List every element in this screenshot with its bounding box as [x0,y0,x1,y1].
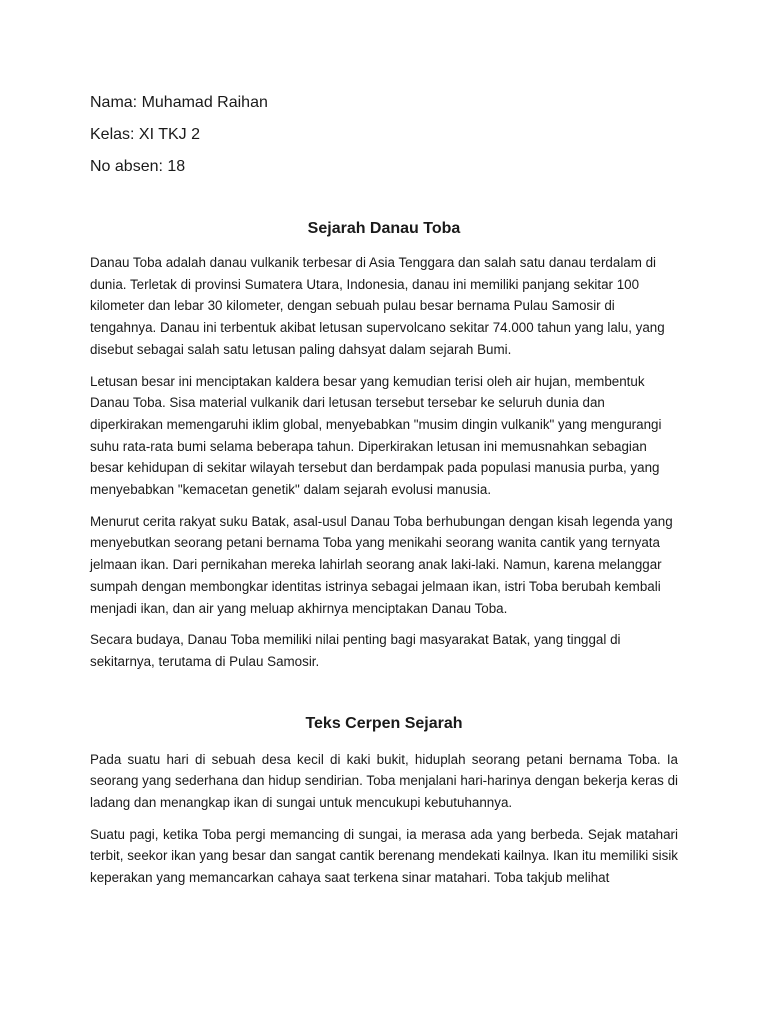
student-name: Nama: Muhamad Raihan [90,94,268,111]
section-cerpen [90,749,678,889]
paragraph: Pada suatu hari di sebuah desa kecil di kaki bukit, hiduplah seorang petani bernama Toba. Ia seorang yang sederhana dan hidup sendirian. Toba menjalani hari-harinya dengan bekerja keras di ladang dan menangkap ikan di sungai untuk mencukupi kebutuhannya. [90,751,678,811]
paragraph: Letusan besar ini menciptakan kaldera besar yang kemudian terisi oleh air hujan, membentuk Danau Toba. Sisa material vulkanik dari letusan tersebut tersebar ke seluruh dunia dan diperkirakan memengaruhi iklim global, menyebabkan "musim dingin vulkanik" yang mengurangi suhu rata-rata bumi selama beberapa tahun. Diperkirakan letusan ini memusnahkan sebagian besar kehidupan di sekitar wilayah tersebut dan berdampak pada populasi manusia purba, yang menyebabkan "kemacetan genetik" dalam sejarah evolusi manusia. [90,373,662,498]
student-class: Kelas: XI TKJ 2 [90,126,200,143]
paragraph: Danau Toba adalah danau vulkanik terbesar di Asia Tenggara dan salah satu danau terdalam di dunia. Terletak di provinsi Sumatera Utara, Indonesia, danau ini memiliki panjang sekitar 100 kilometer dan lebar 30 kilometer, dengan sebuah pulau besar bernama Pulau Samosir di tengahnya. Danau ini terbentuk akibat letusan supervolcano sekitar 74.000 tahun yang lalu, yang disebut sebagai salah satu letusan paling dahsyat dalam sejarah Bumi. [90,255,665,357]
paragraph: Suatu pagi, ketika Toba pergi memancing di sungai, ia merasa ada yang berbeda. Sejak matahari terbit, seekor ikan yang besar dan sangat cantik berenang mendekati kailnya. Ikan itu memiliki sisik keperakan yang memancarkan cahaya saat terkena sinar matahari. Toba takjub melihat [90,826,679,886]
section-sejarah [90,252,678,673]
paragraph: Menurut cerita rakyat suku Batak, asal-usul Danau Toba berhubungan dengan kisah legenda yang menyebutkan seorang petani bernama Toba yang menikahi seorang wanita cantik yang ternyata jelmaan ikan. Dari pernikahan mereka lahirlah seorang anak laki-laki. Namun, karena melanggar sumpah dengan membongkar identitas istrinya sebagai jelmaan ikan, istri Toba berubah kembali menjadi ikan, dan air yang meluap akhirnya menciptakan Danau Toba. [90,513,673,616]
paragraph: Secara budaya, Danau Toba memiliki nilai penting bagi masyarakat Batak, yang tinggal di sekitarnya, terutama di Pulau Samosir. [90,632,621,669]
document-body [90,92,678,899]
section-title-sejarah: Sejarah Danau Toba [307,220,461,237]
section-title-cerpen: Teks Cerpen Sejarah [305,714,463,732]
student-info [90,92,678,178]
student-absen-number: No absen: 18 [90,158,186,175]
